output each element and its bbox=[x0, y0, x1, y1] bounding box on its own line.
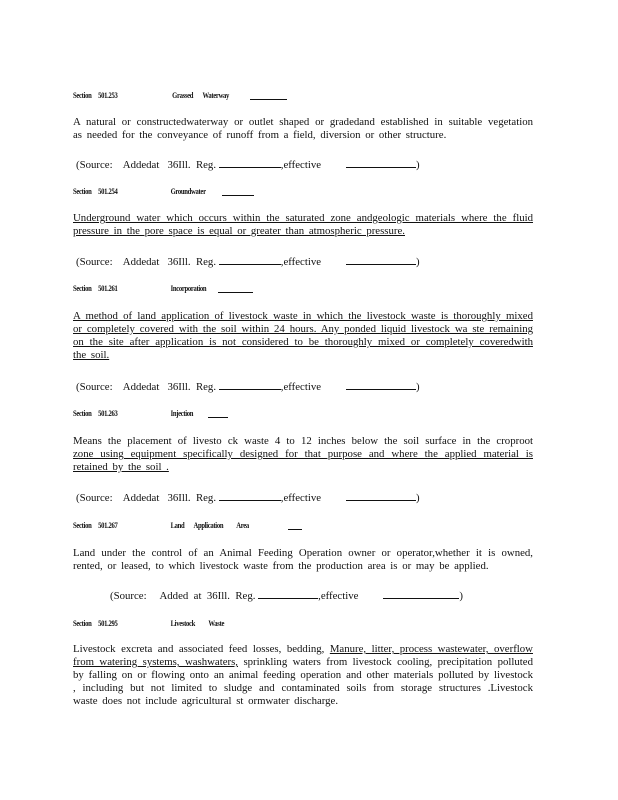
section-501-295-definition: Livestock excreta and associated feed losses, bedding, Manure, litter, process wastewater, overflow from watering systems, washwaters, sprinkling waters from livestock cooling, precipitation polluted by falling on or flowing onto an animal feeding operation and other materials polluted by livestock , including but not limited to sludge and contaminated soils from storage structures .Livestock waste does not include agricultural st ormwater discharge. bbox=[73, 643, 533, 707]
section-title: Grassed Waterway bbox=[172, 90, 230, 100]
section-number: Section 501.267 bbox=[73, 520, 118, 530]
section-501-295-header bbox=[73, 618, 533, 628]
section-501-254-header bbox=[73, 186, 533, 196]
header-underline bbox=[288, 529, 302, 530]
section-501-261-header bbox=[73, 283, 533, 293]
section-501-261-source: (Source: Addedat 36Ill. Reg. ,effective ) bbox=[76, 381, 420, 393]
section-number: Section 501.295 bbox=[73, 618, 118, 628]
blank-line bbox=[383, 588, 459, 599]
section-501-263-definition: Means the placement of livesto ck waste 4 to 12 inches below the soil surface in the croproot zone using equipment specifically designed for that purpose and where the applied material is retained by the soil . bbox=[73, 435, 533, 473]
header-underline bbox=[250, 99, 287, 100]
section-501-263-source: (Source: Addedat 36Ill. Reg. ,effective ) bbox=[76, 492, 420, 504]
blank-line bbox=[219, 490, 281, 501]
section-number: Section 501.263 bbox=[73, 408, 118, 418]
section-501-253-source: (Source: Addedat 36Ill. Reg. ,effective ) bbox=[76, 159, 420, 171]
blank-line bbox=[346, 157, 416, 168]
section-501-253-definition: A natural or constructedwaterway or outlet shaped or gradedand established in suitable vegetation as needed for the conveyance of runoff from a field, diversion or other structure. bbox=[73, 116, 533, 141]
section-title: Livestock Waste bbox=[170, 618, 225, 628]
header-underline bbox=[208, 417, 228, 418]
section-501-254-definition: Underground water which occurs within the saturated zone andgeologic materials where the fluid pressure in the pore space is equal or greater than atmospheric pressure. bbox=[73, 212, 533, 237]
section-501-267-header bbox=[73, 520, 533, 530]
header-underline bbox=[222, 195, 254, 196]
section-501-261-definition: A method of land application of livestock waste in which the livestock waste is thoroughly mixed or completely covered with the soil within 24 hours. Any ponded liquid livestock wa ste remaining on the site after application is not considered to be thoroughly mixed or completely coveredwith the soil. bbox=[73, 310, 533, 361]
section-title: Incorporation bbox=[170, 283, 207, 293]
blank-line bbox=[258, 588, 318, 599]
section-title: Land Application Area bbox=[170, 520, 249, 530]
section-501-267-definition: Land under the control of an Animal Feeding Operation owner or operator,whether it is owned, rented, or leased, to which livestock waste from the production area is or may be applied. bbox=[73, 547, 533, 572]
blank-line bbox=[346, 254, 416, 265]
blank-line bbox=[346, 490, 416, 501]
section-number: Section 501.261 bbox=[73, 283, 118, 293]
section-title: Groundwater bbox=[170, 186, 206, 196]
blank-line bbox=[219, 379, 281, 390]
blank-line bbox=[346, 379, 416, 390]
section-501-263-header bbox=[73, 408, 533, 418]
section-501-253-header bbox=[73, 90, 533, 100]
section-501-267-source: (Source: Added at 36Ill. Reg. ,effective ) bbox=[110, 590, 464, 602]
blank-line bbox=[219, 157, 281, 168]
header-underline bbox=[218, 292, 253, 293]
section-number: Section 501.253 bbox=[73, 90, 118, 100]
section-501-254-source: (Source: Addedat 36Ill. Reg. ,effective ) bbox=[76, 256, 420, 268]
blank-line bbox=[219, 254, 281, 265]
section-number: Section 501.254 bbox=[73, 186, 118, 196]
section-title: Injection bbox=[170, 408, 194, 418]
